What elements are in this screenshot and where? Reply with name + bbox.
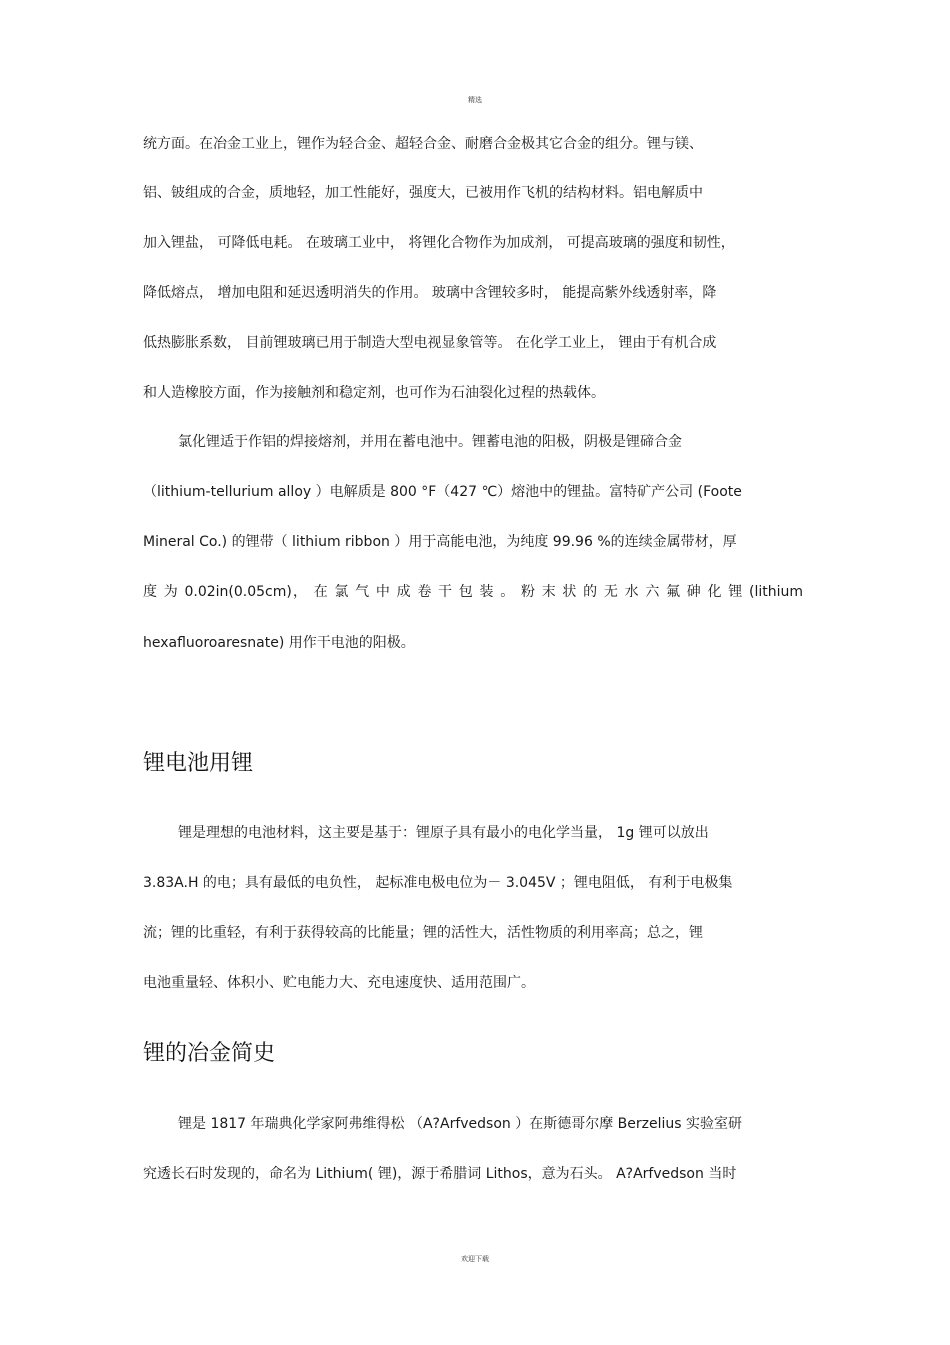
page-footer: 欢迎下载 (461, 1255, 489, 1263)
section-heading: 锂的冶金简史 (143, 1041, 276, 1066)
paragraph-line: 氯化锂适于作铝的焊接熔剂，并用在蓄电池中。锂蓄电池的阳极，阴极是锂碲合金 (178, 434, 682, 450)
paragraph-line: hexafluoroaresnate) 用作干电池的阳极。 (143, 635, 415, 651)
paragraph-line: 低热膨胀系数， 目前锂玻璃已用于制造大型电视显象管等。 在化学工业上， 锂由于有机合成 (143, 335, 717, 351)
paragraph-line: 降低熔点， 增加电阻和延迟透明消失的作用。 玻璃中含锂较多时， 能提高紫外线透射率，降 (143, 285, 717, 301)
paragraph-line: 究透长石时发现的，命名为 Lithium( 锂)，源于希腊词 Lithos，意为石头。 A?Arfvedson 当时 (143, 1166, 737, 1182)
paragraph-line: 度 为 0.02in(0.05cm)， 在 氯 气 中 成 卷 干 包 装 。 粉 末 状 的 无 水 六 氟 砷 化 锂 (lithium (143, 584, 803, 600)
paragraph-line: 和人造橡胶方面，作为接触剂和稳定剂，也可作为石油裂化过程的热载体。 (143, 385, 605, 401)
page-header: 精选 (468, 96, 482, 104)
paragraph-line: 加入锂盐， 可降低电耗。 在玻璃工业中， 将锂化合物作为加成剂， 可提高玻璃的强度和韧性， (143, 235, 735, 251)
paragraph-line: 铝、铍组成的合金，质地轻，加工性能好，强度大，已被用作飞机的结构材料。铝电解质中 (143, 185, 703, 201)
section-heading: 锂电池用锂 (143, 751, 254, 776)
paragraph-line: 电池重量轻、体积小、贮电能力大、充电速度快、适用范围广。 (143, 975, 535, 991)
paragraph-line: 锂是理想的电池材料，这主要是基于：锂原子具有最小的电化学当量， 1g 锂可以放出 (178, 825, 709, 841)
paragraph-line: 统方面。在冶金工业上，锂作为轻合金、超轻合金、耐磨合金极其它合金的组分。锂与镁、 (143, 136, 703, 152)
paragraph-line: Mineral Co.) 的锂带（ lithium ribbon ）用于高能电池，为纯度 99.96 %的连续金属带材，厚 (143, 534, 737, 550)
paragraph-line: （lithium-tellurium alloy ）电解质是 800 °F（427 ℃）熔池中的锂盐。富特矿产公司 (Foote (143, 484, 742, 500)
paragraph-line: 流；锂的比重轻，有利于获得较高的比能量；锂的活性大，活性物质的利用率高；总之，锂 (143, 925, 703, 941)
paragraph-line: 3.83A.H 的电；具有最低的电负性， 起标准电极电位为－ 3.045V ；锂电阻低， 有利于电极集 (143, 875, 733, 891)
paragraph-line: 锂是 1817 年瑞典化学家阿弗维得松 （A?Arfvedson ）在斯德哥尔摩 Berzelius 实验室研 (178, 1116, 742, 1132)
